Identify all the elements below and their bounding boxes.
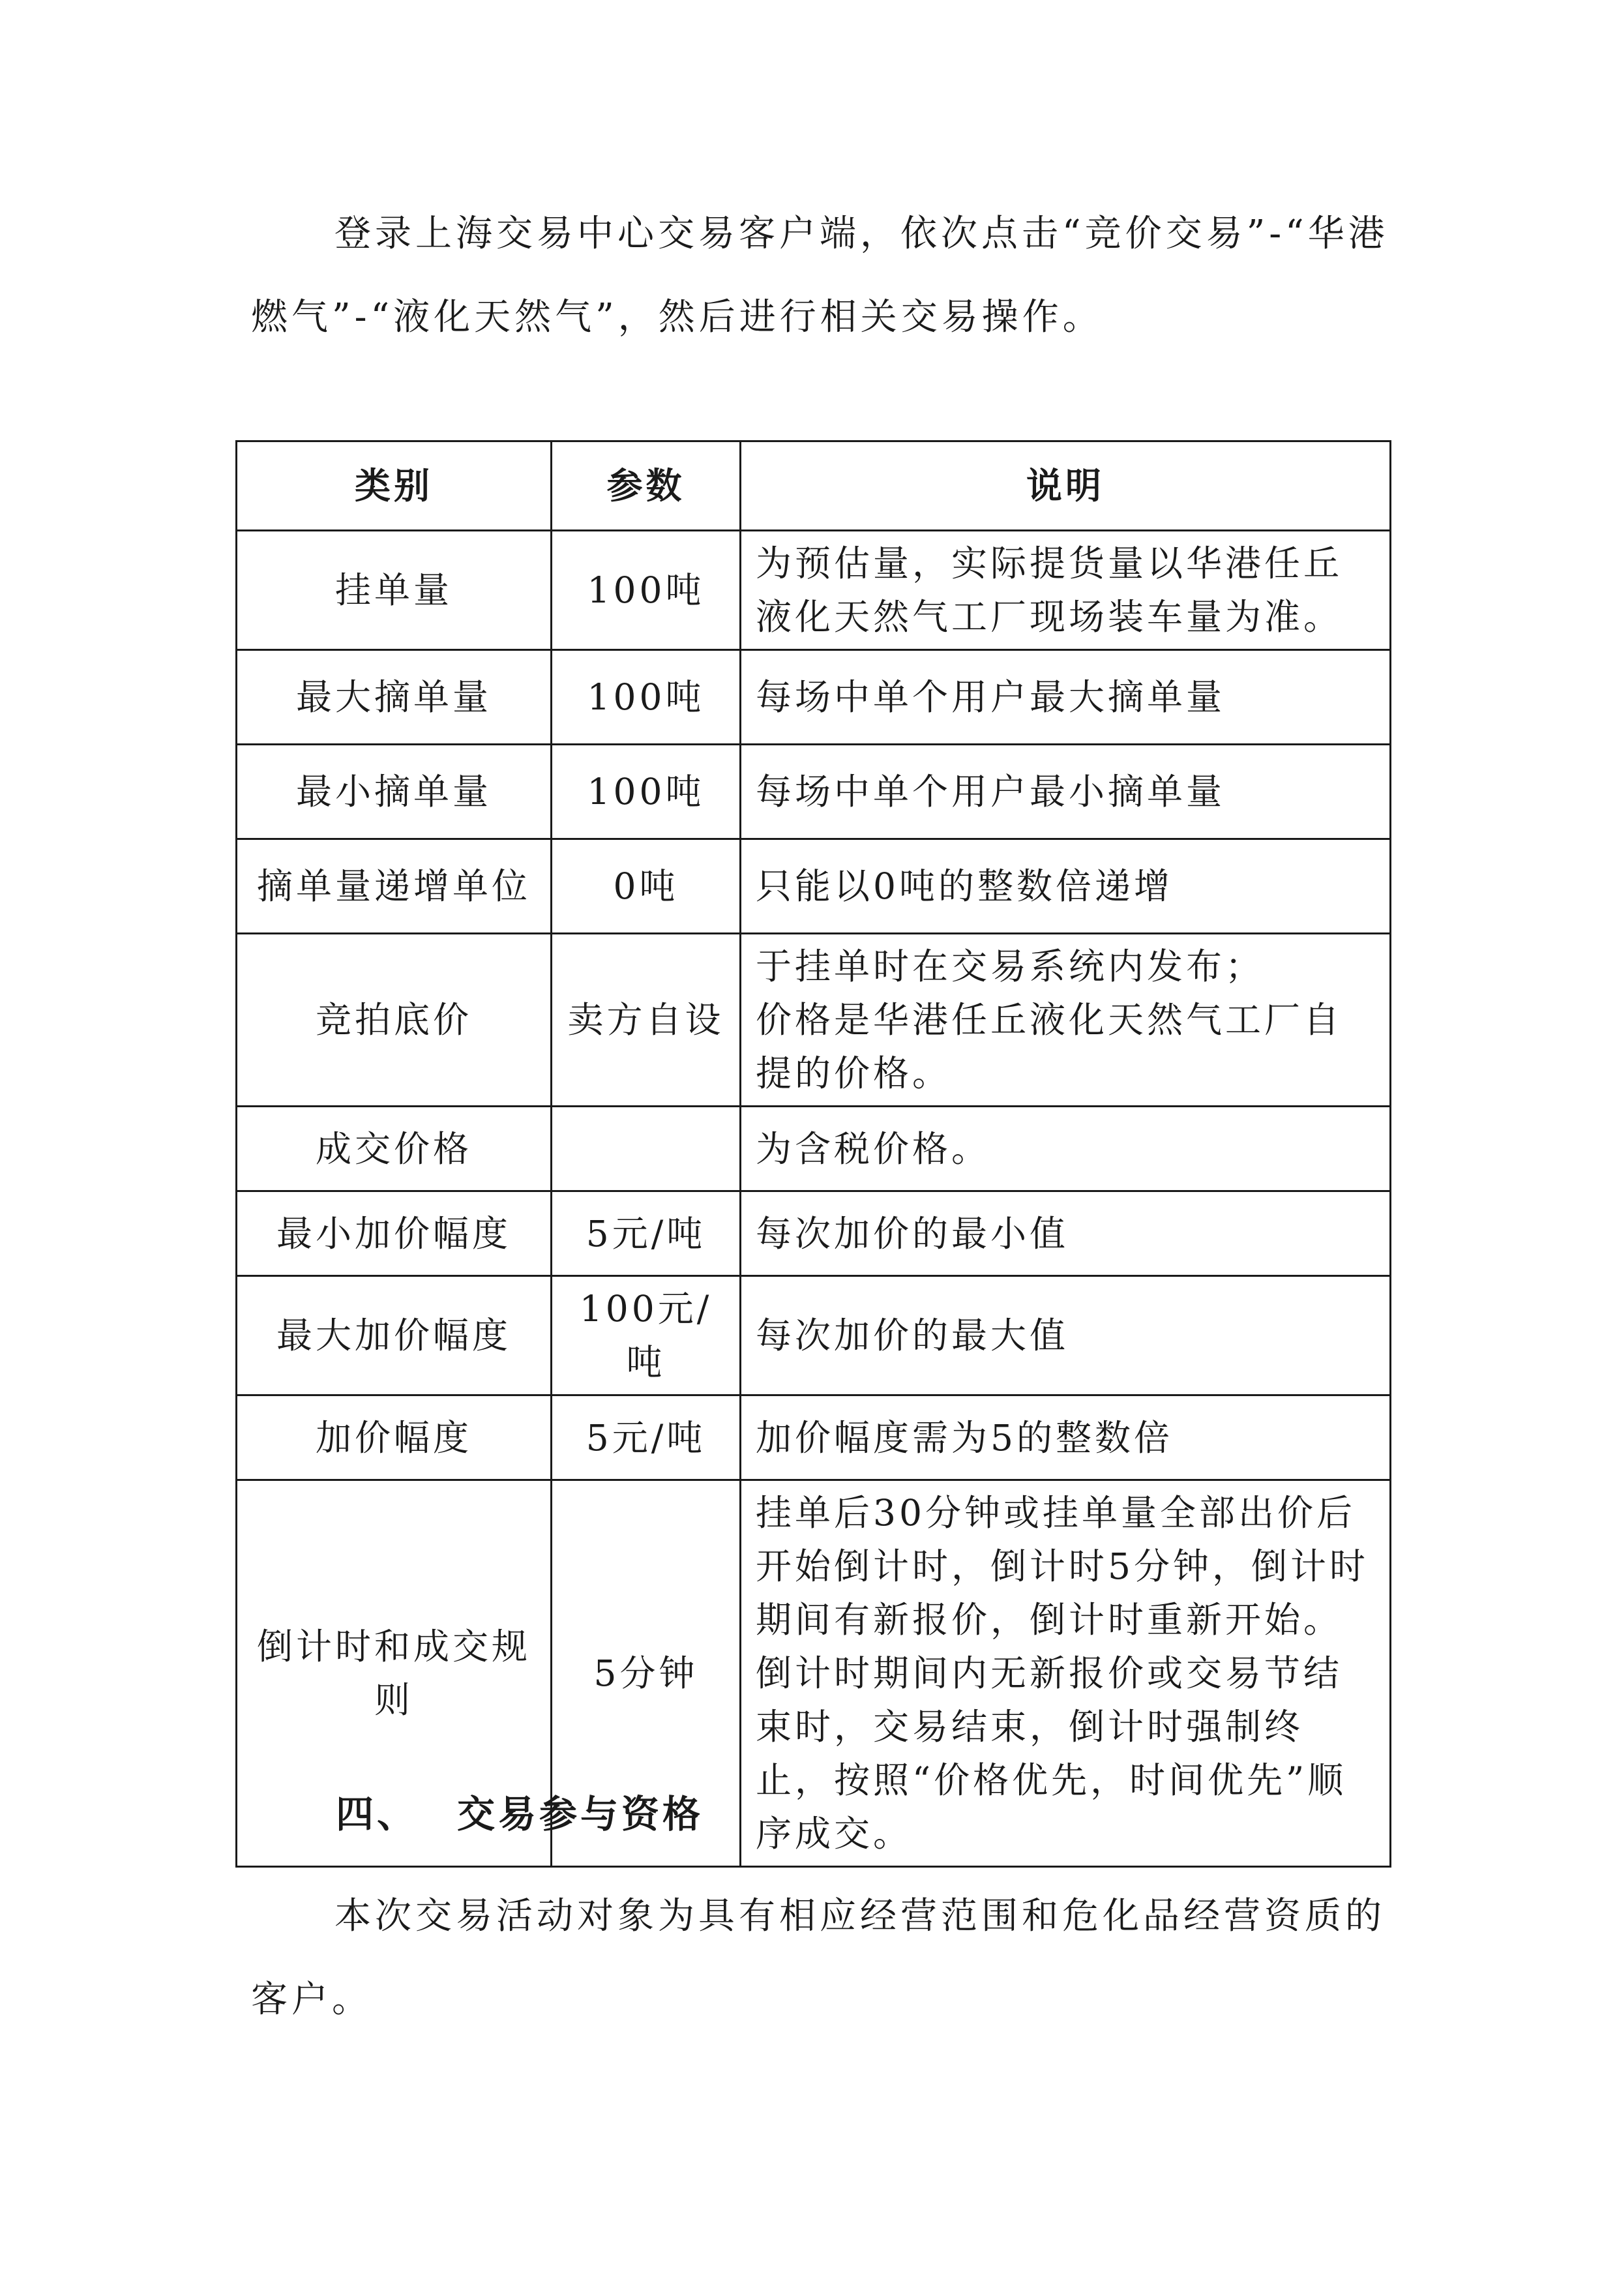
- row-category: 最小摘单量: [237, 745, 552, 839]
- row-description: 于挂单时在交易系统内发布； 价格是华港任丘液化天然气工厂自提的价格。: [741, 934, 1391, 1107]
- row-category: 竞拍底价: [237, 934, 552, 1107]
- row-description: 每次加价的最小值: [741, 1191, 1391, 1276]
- table-row: [237, 650, 1391, 745]
- intro-paragraph: 登录上海交易中心交易客户端，依次点击“竞价交易”-“华港燃气”-“液化天然气”，然后进行相关交易操作。: [251, 213, 1389, 338]
- parameter-table: [235, 440, 1391, 1868]
- row-description: 挂单后30分钟或挂单量全部出价后开始倒计时，倒计时5分钟，倒计时期间有新报价，倒计时重新开始。倒计时期间内无新报价或交易节结束时，交易结束，倒计时强制终止，按照“价格优先，时间优先”顺序成交。: [741, 1480, 1391, 1867]
- table-row: [237, 839, 1391, 934]
- row-category: 最大加价幅度: [237, 1276, 552, 1395]
- section-title: 交易参与资格: [457, 1792, 704, 1836]
- row-description: 每次加价的最大值: [741, 1276, 1391, 1395]
- row-description: 只能以0吨的整数倍递增: [741, 839, 1391, 934]
- table-row: [237, 1107, 1391, 1191]
- row-category: 最小加价幅度: [237, 1191, 552, 1276]
- header-description: 说明: [741, 441, 1391, 531]
- row-parameter: 5元/吨: [552, 1191, 741, 1276]
- header-category: 类别: [237, 441, 552, 531]
- row-category: 成交价格: [237, 1107, 552, 1191]
- table-header-row: [237, 441, 1391, 531]
- row-description: 每场中单个用户最大摘单量: [741, 650, 1391, 745]
- row-parameter: [552, 1107, 741, 1191]
- row-category: 倒计时和成交规则: [237, 1480, 552, 1867]
- row-description: 为预估量，实际提货量以华港任丘液化天然气工厂现场装车量为准。: [741, 531, 1391, 650]
- row-category: 摘单量递增单位: [237, 839, 552, 934]
- row-parameter: 100吨: [552, 745, 741, 839]
- row-parameter: 5元/吨: [552, 1395, 741, 1480]
- row-description: 每场中单个用户最小摘单量: [741, 745, 1391, 839]
- section-heading: [336, 1783, 704, 1838]
- row-parameter: 5分钟: [552, 1480, 741, 1867]
- header-parameter: 参数: [552, 441, 741, 531]
- table-body: [237, 531, 1391, 1867]
- table-row: [237, 1395, 1391, 1480]
- row-description: 为含税价格。: [741, 1107, 1391, 1191]
- row-parameter: 100吨: [552, 531, 741, 650]
- closing-paragraph: 本次交易活动对象为具有相应经营范围和危化品经营资质的客户。: [251, 1895, 1386, 2021]
- table-row: [237, 1191, 1391, 1276]
- table-row: [237, 745, 1391, 839]
- row-parameter: 100吨: [552, 650, 741, 745]
- row-category: 挂单量: [237, 531, 552, 650]
- row-description: 加价幅度需为5的整数倍: [741, 1395, 1391, 1480]
- row-parameter: 100元/吨: [552, 1276, 741, 1395]
- table-row: [237, 1276, 1391, 1395]
- row-parameter: 0吨: [552, 839, 741, 934]
- table-row: [237, 531, 1391, 650]
- row-parameter: 卖方自设: [552, 934, 741, 1107]
- table-row: [237, 934, 1391, 1107]
- section-number: 四、: [336, 1792, 419, 1836]
- row-category: 加价幅度: [237, 1395, 552, 1480]
- row-category: 最大摘单量: [237, 650, 552, 745]
